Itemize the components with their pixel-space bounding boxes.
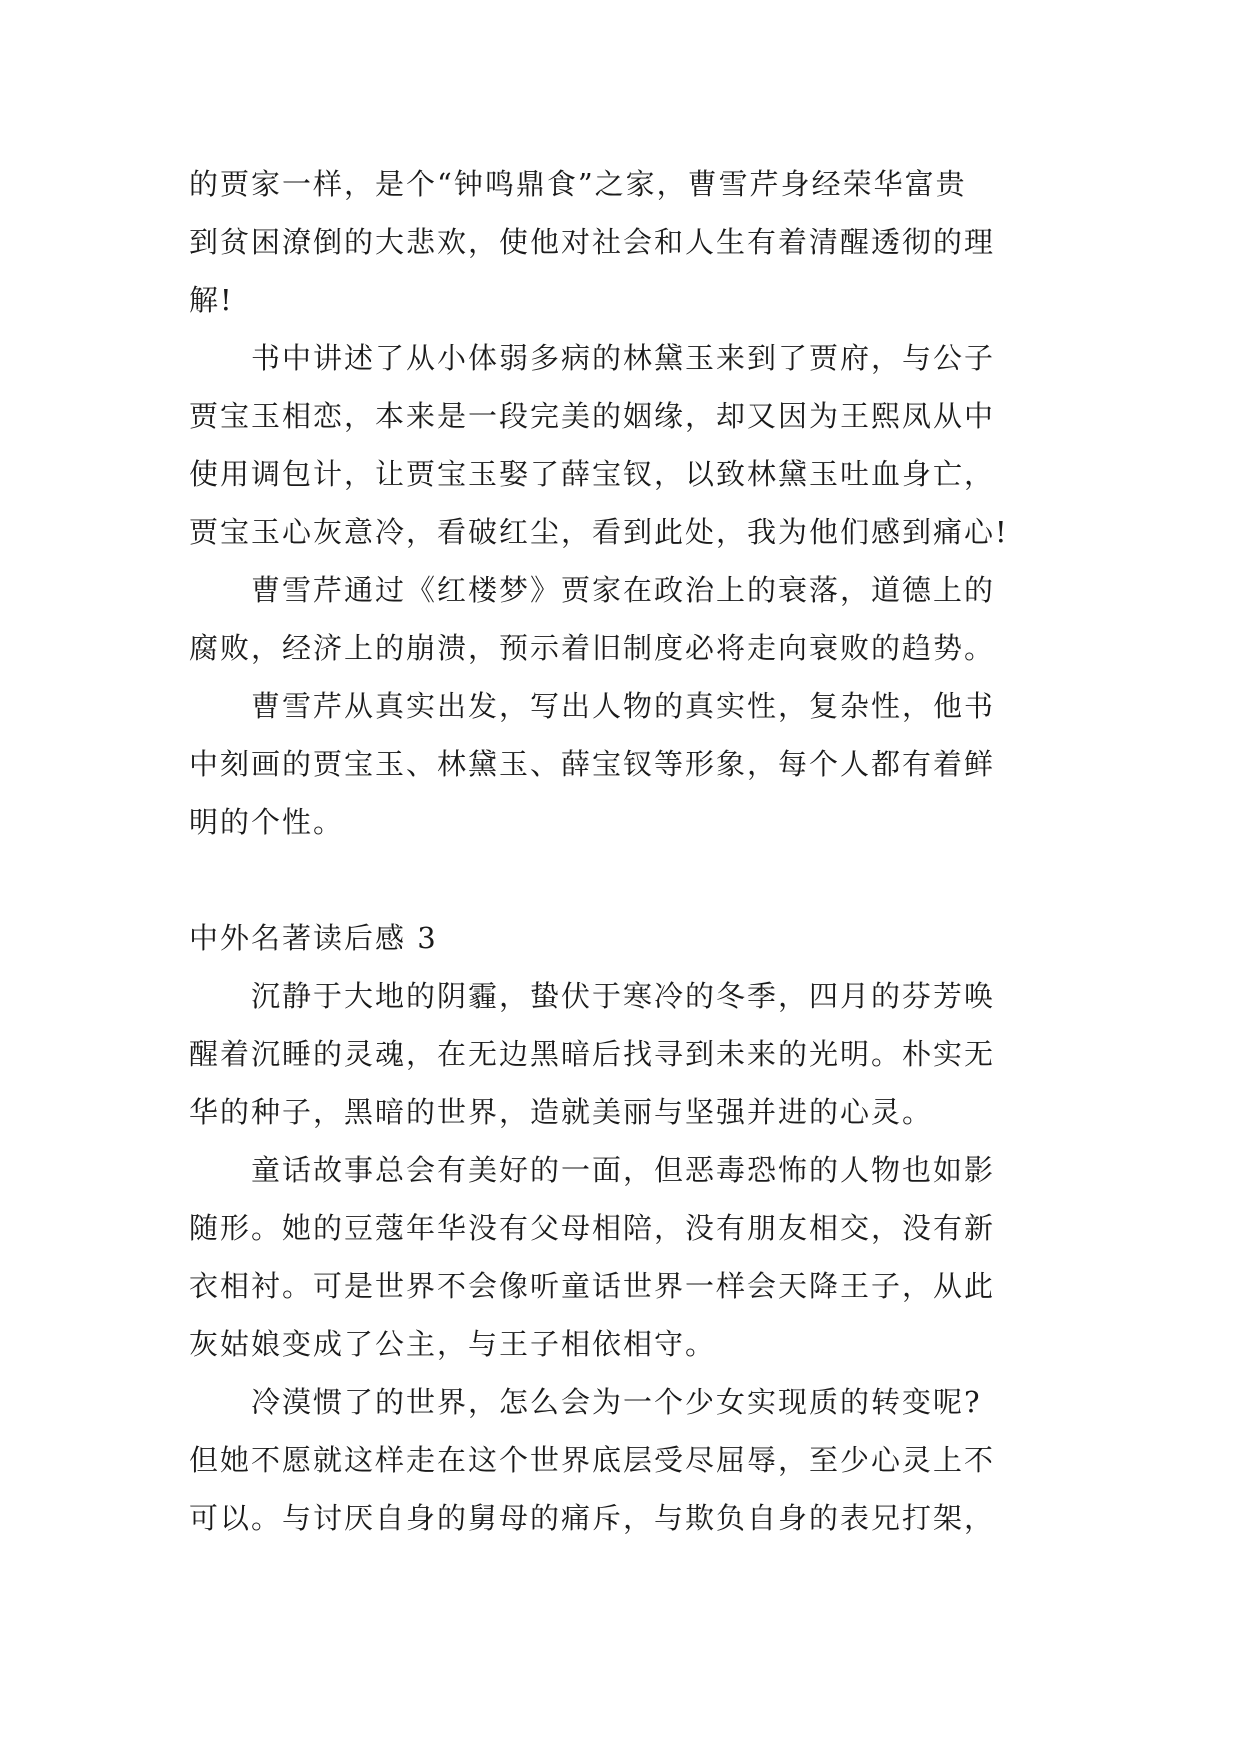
document-body <box>189 155 1059 1547</box>
text-line: 可以。与讨厌自身的舅母的痛斥，与欺负自身的表兄打架， <box>189 1501 996 1535</box>
text-line: 衣相衬。可是世界不会像听童话世界一样会天降王子，从此 <box>189 1269 996 1303</box>
paragraph <box>189 677 1059 851</box>
text-line: 中刻画的贾宝玉、林黛玉、薛宝钗等形象，每个人都有着鲜 <box>189 747 996 781</box>
text-line: 使用调包计，让贾宝玉娶了薛宝钗，以致林黛玉吐血身亡， <box>189 457 996 491</box>
paragraph <box>189 1141 1059 1373</box>
text-line: 的贾家一样，是个“钟鸣鼎食”之家，曹雪芹身经荣华富贵 <box>189 167 967 201</box>
text-line: 贾宝玉心灰意冷，看破红尘，看到此处，我为他们感到痛心! <box>189 515 1009 549</box>
paragraph <box>189 155 1059 329</box>
text-line: 曹雪芹从真实出发，写出人物的真实性，复杂性，他书 <box>251 689 996 723</box>
text-line: 灰姑娘变成了公主，与王子相依相守。 <box>189 1327 717 1361</box>
text-line: 醒着沉睡的灵魂，在无边黑暗后找寻到未来的光明。朴实无 <box>189 1037 996 1071</box>
section-title: 中外名著读后感 3 <box>189 921 438 955</box>
paragraph <box>189 967 1059 1141</box>
text-line: 随形。她的豆蔻年华没有父母相陪，没有朋友相交，没有新 <box>189 1211 996 1245</box>
text-line: 童话故事总会有美好的一面，但恶毒恐怖的人物也如影 <box>251 1153 996 1187</box>
paragraph <box>189 1373 1059 1547</box>
paragraph <box>189 561 1059 677</box>
text-line: 明的个性。 <box>189 805 345 839</box>
text-line: 冷漠惯了的世界，怎么会为一个少女实现质的转变呢? <box>251 1385 982 1419</box>
text-line: 腐败，经济上的崩溃，预示着旧制度必将走向衰败的趋势。 <box>189 631 996 665</box>
paragraph <box>189 329 1059 561</box>
text-line: 到贫困潦倒的大悲欢，使他对社会和人生有着清醒透彻的理 <box>189 225 996 259</box>
text-line: 但她不愿就这样走在这个世界底层受尽屈辱，至少心灵上不 <box>189 1443 996 1477</box>
text-line: 沉静于大地的阴霾，蛰伏于寒冷的冬季，四月的芬芳唤 <box>251 979 996 1013</box>
text-line: 书中讲述了从小体弱多病的林黛玉来到了贾府，与公子 <box>251 341 996 375</box>
text-line: 解! <box>189 283 234 317</box>
text-line: 曹雪芹通过《红楼梦》贾家在政治上的衰落，道德上的 <box>251 573 996 607</box>
text-line: 贾宝玉相恋，本来是一段完美的姻缘，却又因为王熙凤从中 <box>189 399 996 433</box>
text-line: 华的种子，黑暗的世界，造就美丽与坚强并进的心灵。 <box>189 1095 934 1129</box>
